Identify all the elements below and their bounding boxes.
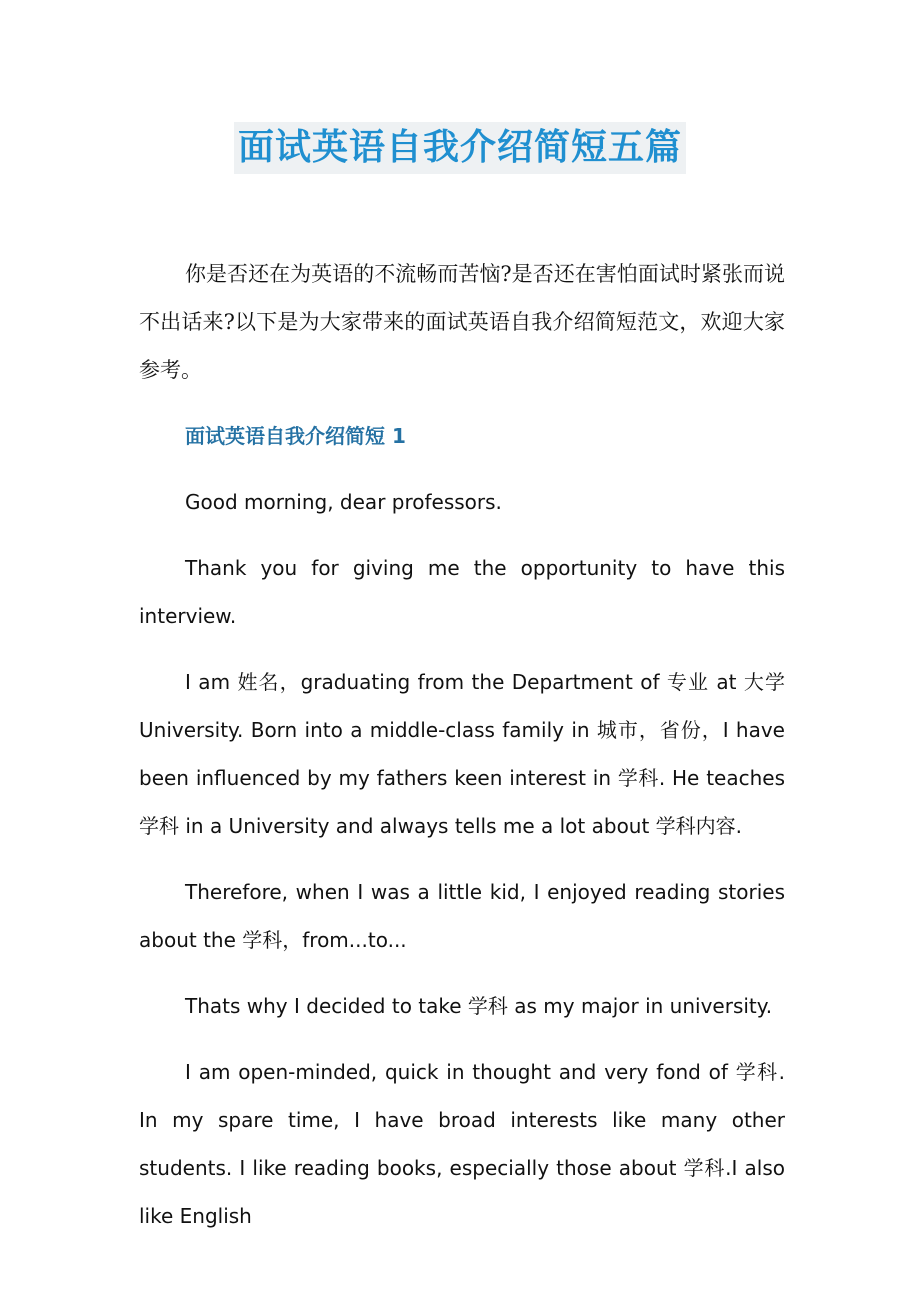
- spacer: [139, 640, 785, 658]
- section-heading-1: 面试英语自我介绍简短 1: [185, 424, 406, 448]
- intro-paragraph: 你是否还在为英语的不流畅而苦恼?是否还在害怕面试时紧张而说不出话来?以下是为大家带来的面试英语自我介绍简短范文，欢迎大家参考。: [139, 262, 785, 382]
- paragraph-childhood: Therefore, when I was a little kid, I enjoyed reading stories about the 学科，from...to...: [139, 880, 785, 952]
- paragraph-interests: I am open-minded, quick in thought and very fond of 学科. In my spare time, I have broad interests like many other students. I like reading books, especially those about 学科.I also like English: [139, 1060, 785, 1228]
- spacer: [139, 460, 785, 478]
- spacer: [139, 394, 785, 412]
- spacer: [139, 526, 785, 544]
- title-container: [0, 122, 920, 174]
- document-body: [139, 250, 785, 1240]
- spacer: [139, 964, 785, 982]
- document-title: 面试英语自我介绍简短五篇: [234, 122, 686, 174]
- paragraph-greeting: Good morning, dear professors.: [185, 490, 502, 514]
- spacer: [139, 850, 785, 868]
- spacer: [139, 1030, 785, 1048]
- paragraph-thanks: Thank you for giving me the opportunity to have this interview.: [139, 556, 785, 628]
- paragraph-major: Thats why I decided to take 学科 as my major in university.: [185, 994, 773, 1018]
- paragraph-background: I am 姓名，graduating from the Department of 专业 at 大学 University. Born into a middle-class family in 城市，省份，I have been influenced by my fathers keen interest in 学科. He teaches 学科 in a University and always tells me a lot about 学科内容.: [139, 670, 785, 838]
